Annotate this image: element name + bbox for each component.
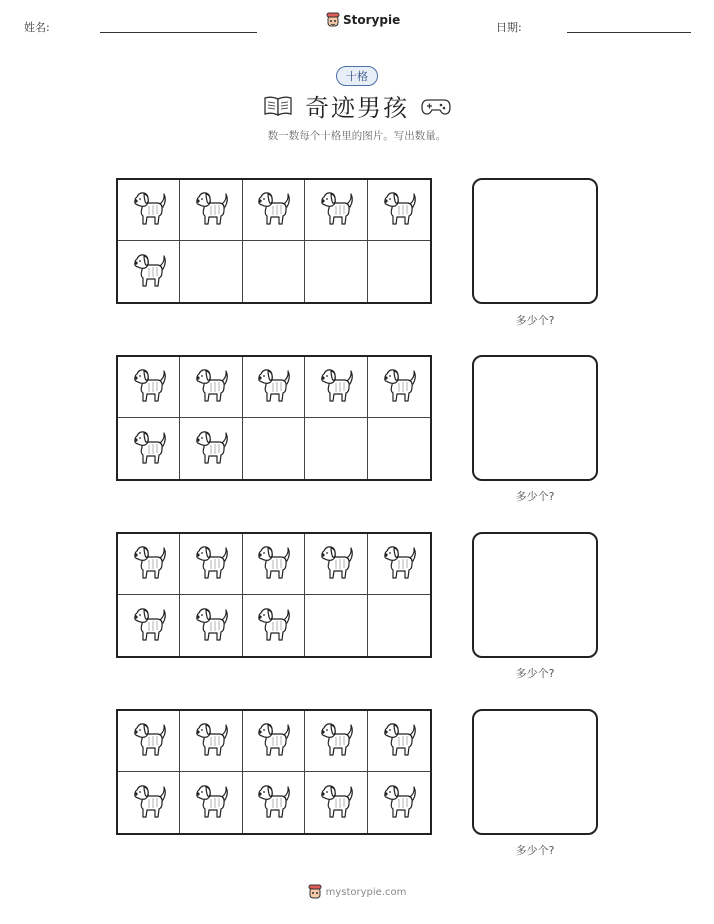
dog-icon bbox=[314, 542, 358, 586]
dog-icon bbox=[189, 427, 233, 471]
game-controller-icon bbox=[421, 96, 451, 116]
title-row bbox=[0, 88, 714, 123]
open-book-icon bbox=[263, 95, 293, 117]
frame-cell bbox=[118, 418, 180, 479]
dog-icon bbox=[251, 542, 295, 586]
dog-icon bbox=[377, 781, 421, 825]
footer-url: mystorypie.com bbox=[325, 886, 407, 898]
dog-icon bbox=[314, 719, 358, 763]
brand-name: Storypie bbox=[343, 13, 401, 27]
frame-cell bbox=[368, 180, 430, 241]
frame-cell bbox=[243, 772, 305, 833]
dog-icon bbox=[127, 250, 171, 294]
brand bbox=[326, 12, 400, 28]
frame-cell bbox=[118, 241, 180, 302]
dog-icon bbox=[127, 427, 171, 471]
answer-box-1[interactable] bbox=[472, 178, 598, 304]
dog-icon bbox=[377, 188, 421, 232]
name-field[interactable] bbox=[100, 32, 257, 33]
dog-icon bbox=[189, 781, 233, 825]
frame-cell bbox=[305, 357, 367, 418]
frame-cell bbox=[368, 357, 430, 418]
frame-cell bbox=[305, 180, 367, 241]
frame-cell bbox=[243, 241, 305, 302]
frame-cell bbox=[180, 241, 242, 302]
dog-icon bbox=[127, 365, 171, 409]
frame-cell bbox=[180, 357, 242, 418]
dog-icon bbox=[127, 188, 171, 232]
answer-box-4[interactable] bbox=[472, 709, 598, 835]
category-pill: 十格 bbox=[336, 66, 378, 86]
frame-cell bbox=[243, 180, 305, 241]
question-label-4: 多少个? bbox=[515, 844, 555, 857]
dog-icon bbox=[127, 542, 171, 586]
frame-cell bbox=[118, 595, 180, 656]
frame-cell bbox=[368, 418, 430, 479]
frame-cell bbox=[305, 418, 367, 479]
frame-cell bbox=[180, 418, 242, 479]
dog-icon bbox=[251, 781, 295, 825]
ten-frame-3 bbox=[116, 532, 432, 658]
frame-cell bbox=[243, 534, 305, 595]
frame-cell bbox=[118, 534, 180, 595]
dog-icon bbox=[189, 604, 233, 648]
frame-cell bbox=[305, 241, 367, 302]
dog-icon bbox=[251, 719, 295, 763]
page-title: 奇迹男孩 bbox=[305, 94, 409, 122]
frame-cell bbox=[180, 180, 242, 241]
dog-icon bbox=[377, 542, 421, 586]
frame-cell bbox=[243, 595, 305, 656]
question-label-3: 多少个? bbox=[515, 667, 555, 680]
answer-box-3[interactable] bbox=[472, 532, 598, 658]
frame-cell bbox=[118, 180, 180, 241]
frame-cell bbox=[243, 357, 305, 418]
frame-cell bbox=[305, 772, 367, 833]
frame-cell bbox=[368, 772, 430, 833]
ten-frame-2 bbox=[116, 355, 432, 481]
frame-cell bbox=[305, 595, 367, 656]
dog-icon bbox=[189, 719, 233, 763]
frame-cell bbox=[368, 595, 430, 656]
instructions: 数一数每个十格里的图片。写出数量。 bbox=[267, 130, 447, 142]
name-label: 姓名: bbox=[24, 21, 50, 34]
dog-icon bbox=[251, 365, 295, 409]
frame-cell bbox=[118, 772, 180, 833]
storypie-logo-icon bbox=[308, 884, 322, 900]
dog-icon bbox=[314, 188, 358, 232]
frame-cell bbox=[118, 711, 180, 772]
frame-cell bbox=[243, 418, 305, 479]
dog-icon bbox=[377, 719, 421, 763]
frame-cell bbox=[305, 711, 367, 772]
question-label-1: 多少个? bbox=[515, 314, 555, 327]
frame-cell bbox=[368, 241, 430, 302]
frame-cell bbox=[180, 772, 242, 833]
date-field[interactable] bbox=[567, 32, 691, 33]
frame-cell bbox=[180, 534, 242, 595]
dog-icon bbox=[251, 604, 295, 648]
frame-cell bbox=[368, 534, 430, 595]
storypie-logo-icon bbox=[326, 12, 340, 28]
dog-icon bbox=[377, 365, 421, 409]
answer-box-2[interactable] bbox=[472, 355, 598, 481]
frame-cell bbox=[305, 534, 367, 595]
dog-icon bbox=[127, 719, 171, 763]
frame-cell bbox=[243, 711, 305, 772]
frame-cell bbox=[180, 711, 242, 772]
footer bbox=[0, 884, 714, 900]
question-label-2: 多少个? bbox=[515, 490, 555, 503]
dog-icon bbox=[314, 781, 358, 825]
date-label: 日期: bbox=[496, 21, 522, 34]
dog-icon bbox=[189, 188, 233, 232]
dog-icon bbox=[189, 542, 233, 586]
frame-cell bbox=[180, 595, 242, 656]
dog-icon bbox=[189, 365, 233, 409]
dog-icon bbox=[127, 604, 171, 648]
frame-cell bbox=[118, 357, 180, 418]
dog-icon bbox=[251, 188, 295, 232]
dog-icon bbox=[127, 781, 171, 825]
ten-frame-1 bbox=[116, 178, 432, 304]
frame-cell bbox=[368, 711, 430, 772]
ten-frame-4 bbox=[116, 709, 432, 835]
dog-icon bbox=[314, 365, 358, 409]
